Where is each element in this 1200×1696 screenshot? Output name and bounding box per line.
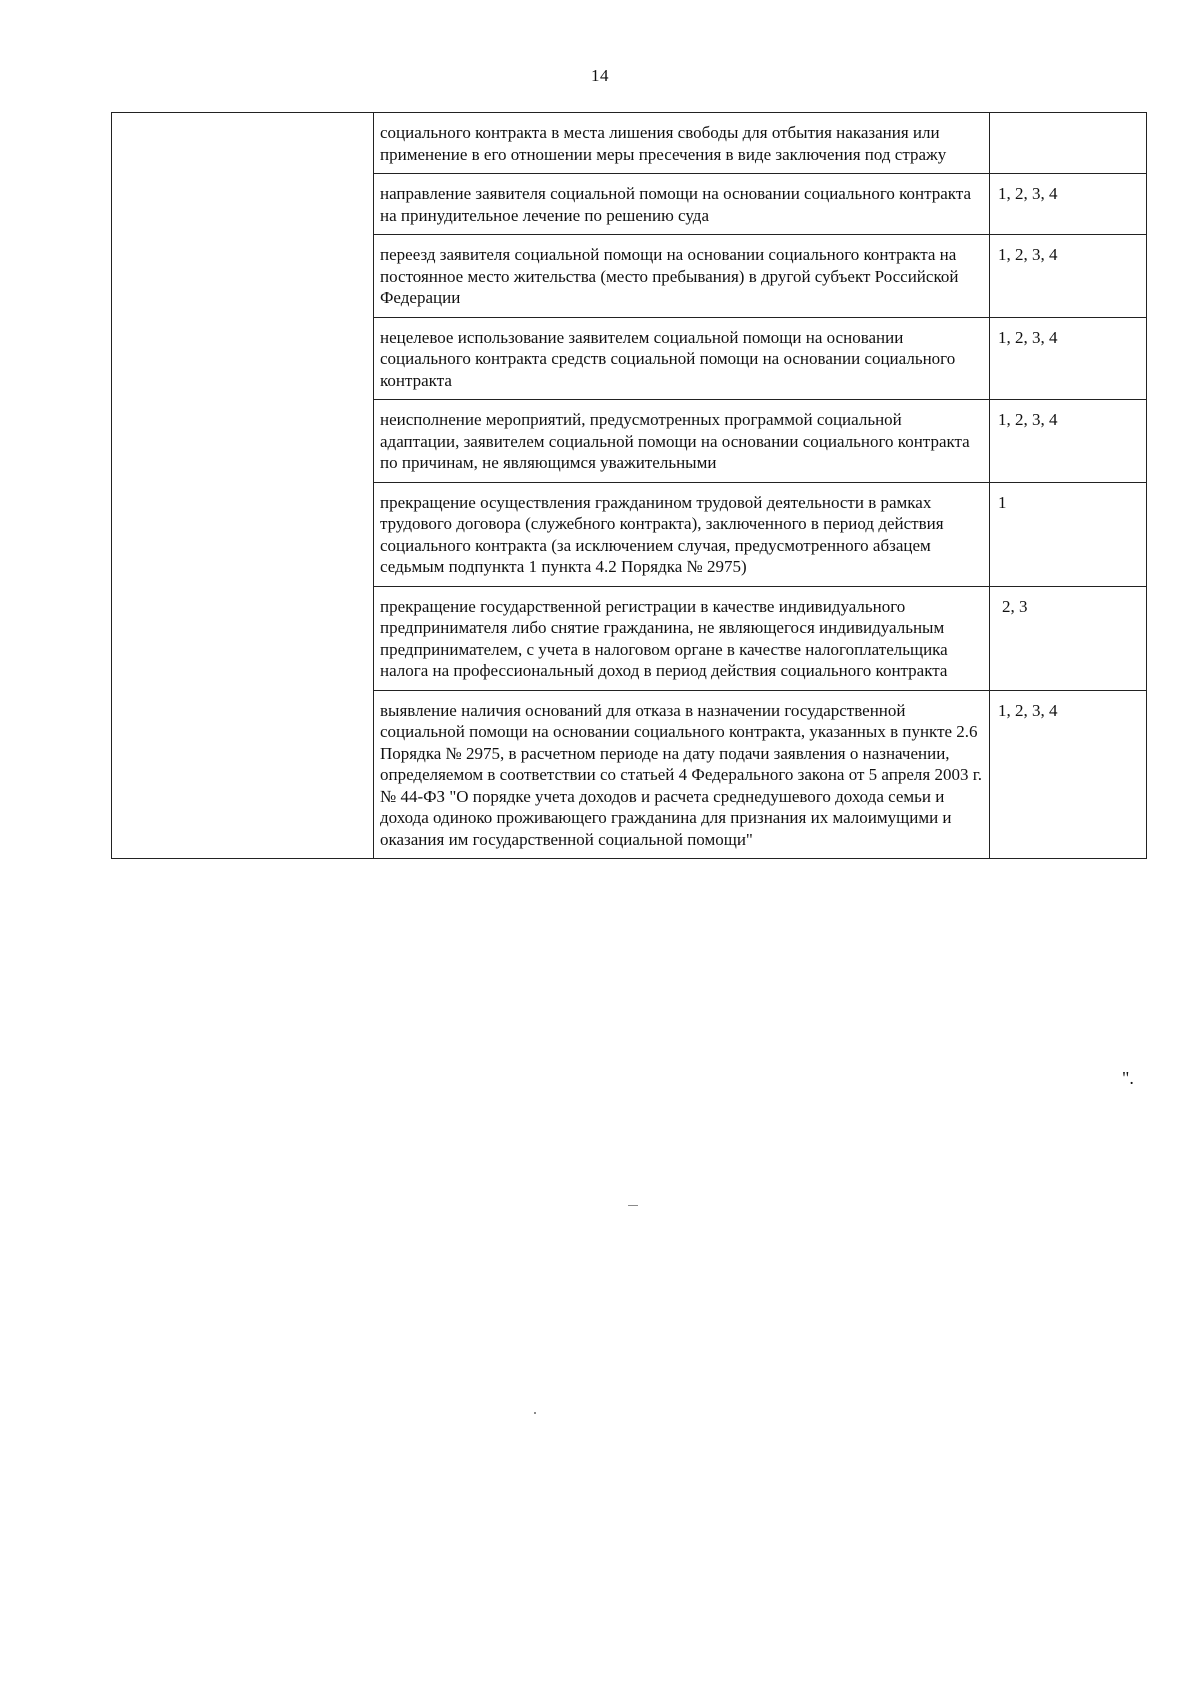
codes-cell: 1, 2, 3, 4 <box>990 400 1147 483</box>
continuation-table <box>111 112 1147 859</box>
codes-cell <box>990 113 1147 174</box>
reason-cell: направление заявителя социальной помощи на основании социального контракта на принудительное лечение по решению суда <box>374 174 990 235</box>
closing-quote-mark: ". <box>1122 1068 1134 1088</box>
codes-cell: 2, 3 <box>990 586 1147 690</box>
page-number: 14 <box>591 66 609 85</box>
codes-cell: 1, 2, 3, 4 <box>990 690 1147 859</box>
codes-cell: 1, 2, 3, 4 <box>990 174 1147 235</box>
table-row <box>112 113 1147 174</box>
reason-cell: неисполнение мероприятий, предусмотренных программой социальной адаптации, заявителем социальной помощи на основании социального контракта по причинам, не являющимся уважительными <box>374 400 990 483</box>
empty-first-column-cell <box>112 113 374 859</box>
reason-cell: нецелевое использование заявителем социальной помощи на основании социального контракта средств социальной помощи на основании социального контракта <box>374 317 990 400</box>
reason-cell: прекращение государственной регистрации в качестве индивидуального предпринимателя либо снятие гражданина, не являющегося индивидуальным предпринимателем, с учета в налоговом органе в качестве налогоплательщика налога на профессиональный доход в период действия социального контракта <box>374 586 990 690</box>
scan-speck <box>534 1412 536 1414</box>
reason-cell: выявление наличия оснований для отказа в назначении государственной социальной помощи на основании социального контракта, указанных в пункте 2.6 Порядка № 2975, в расчетном периоде на дату подачи заявления о назначении, определяемом в соответствии со статьей 4 Федерального закона от 5 апреля 2003 г. № 44-ФЗ "О порядке учета доходов и расчета среднедушевого дохода семьи и дохода одиноко проживающего гражданина для признания их малоимущими и оказания им государственной социальной помощи" <box>374 690 990 859</box>
codes-cell: 1, 2, 3, 4 <box>990 317 1147 400</box>
codes-cell: 1, 2, 3, 4 <box>990 235 1147 318</box>
scan-speck <box>628 1205 638 1206</box>
codes-cell: 1 <box>990 482 1147 586</box>
reason-cell: переезд заявителя социальной помощи на основании социального контракта на постоянное место жительства (место пребывания) в другой субъект Российской Федерации <box>374 235 990 318</box>
reason-cell: социального контракта в места лишения свободы для отбытия наказания или применение в его отношении меры пресечения в виде заключения под стражу <box>374 113 990 174</box>
reason-cell: прекращение осуществления гражданином трудовой деятельности в рамках трудового договора (служебного контракта), заключенного в период действия социального контракта (за исключением случая, предусмотренного абзацем седьмым подпункта 1 пункта 4.2 Порядка № 2975) <box>374 482 990 586</box>
